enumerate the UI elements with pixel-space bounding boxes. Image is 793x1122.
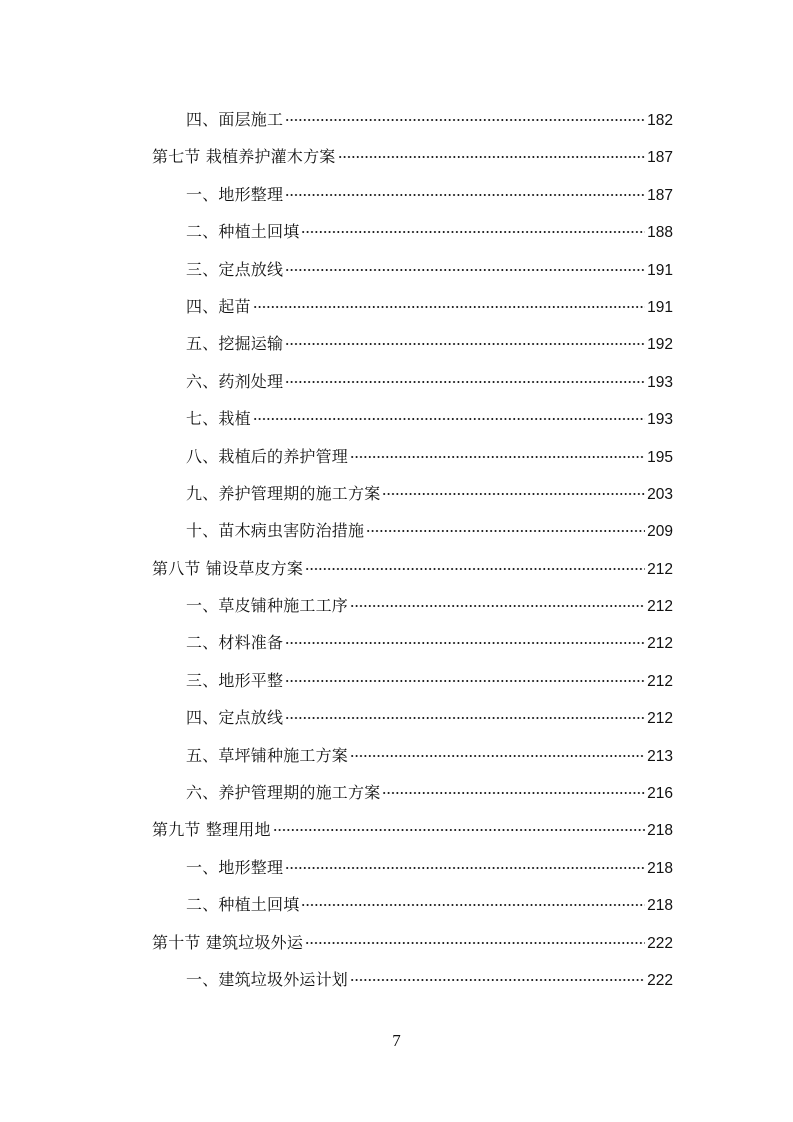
toc-entry-page-number: 212 xyxy=(647,635,673,653)
toc-dot-leader xyxy=(273,829,645,831)
toc-subsection-entry[interactable] xyxy=(152,699,673,736)
toc-entry-label: 一、地形整理 xyxy=(186,184,284,204)
toc-dot-leader xyxy=(285,119,645,121)
toc-subsection-entry[interactable] xyxy=(152,849,673,886)
toc-subsection-entry[interactable] xyxy=(152,213,673,250)
toc-dot-leader xyxy=(253,418,645,420)
toc-entry-label: 一、草皮铺种施工工序 xyxy=(186,596,349,616)
toc-entry-label: 一、建筑垃圾外运计划 xyxy=(186,969,349,989)
toc-dot-leader xyxy=(382,792,645,794)
toc-subsection-entry[interactable] xyxy=(152,475,673,512)
toc-entry-page-number: 193 xyxy=(647,411,673,429)
toc-dot-leader xyxy=(305,942,645,944)
toc-section-entry[interactable] xyxy=(152,138,673,175)
toc-entry-page-number: 213 xyxy=(647,747,673,765)
toc-entry-page-number: 187 xyxy=(647,186,673,204)
toc-subsection-entry[interactable] xyxy=(152,325,673,362)
toc-dot-leader xyxy=(285,381,645,383)
toc-entry-label: 三、地形平整 xyxy=(186,670,284,690)
toc-dot-leader xyxy=(305,568,645,570)
toc-entry-label: 十、苗木病虫害防治措施 xyxy=(186,521,365,541)
toc-dot-leader xyxy=(350,979,645,981)
toc-subsection-entry[interactable] xyxy=(152,512,673,549)
toc-entry-page-number: 191 xyxy=(647,261,673,279)
toc-dot-leader xyxy=(285,343,645,345)
toc-entry-page-number: 222 xyxy=(647,934,673,952)
toc-entry-page-number: 212 xyxy=(647,710,673,728)
toc-subsection-entry[interactable] xyxy=(152,176,673,213)
toc-subsection-entry[interactable] xyxy=(152,624,673,661)
toc-entry-label: 第九节 整理用地 xyxy=(152,820,271,840)
toc-subsection-entry[interactable] xyxy=(152,587,673,624)
toc-dot-leader xyxy=(350,456,645,458)
toc-entry-label: 第七节 栽植养护灌木方案 xyxy=(152,147,336,167)
toc-entry-label: 五、挖掘运输 xyxy=(186,334,284,354)
toc-subsection-entry[interactable] xyxy=(152,961,673,998)
toc-subsection-entry[interactable] xyxy=(152,101,673,138)
toc-entry-page-number: 187 xyxy=(647,149,673,167)
toc-entry-label: 四、定点放线 xyxy=(186,708,284,728)
toc-entry-page-number: 192 xyxy=(647,336,673,354)
toc-dot-leader xyxy=(285,867,645,869)
toc-entry-page-number: 188 xyxy=(647,224,673,242)
toc-dot-leader xyxy=(301,231,645,233)
table-of-contents xyxy=(152,101,673,998)
toc-entry-label: 二、种植土回填 xyxy=(186,895,300,915)
toc-entry-label: 九、养护管理期的施工方案 xyxy=(186,483,381,503)
toc-entry-label: 第八节 铺设草皮方案 xyxy=(152,558,304,578)
toc-dot-leader xyxy=(253,306,645,308)
toc-section-entry[interactable] xyxy=(152,924,673,961)
toc-dot-leader xyxy=(350,755,645,757)
toc-subsection-entry[interactable] xyxy=(152,288,673,325)
toc-entry-label: 五、草坪铺种施工方案 xyxy=(186,745,349,765)
toc-entry-page-number: 218 xyxy=(647,822,673,840)
toc-subsection-entry[interactable] xyxy=(152,737,673,774)
toc-entry-label: 四、起苗 xyxy=(186,296,251,316)
toc-dot-leader xyxy=(285,680,645,682)
toc-section-entry[interactable] xyxy=(152,550,673,587)
toc-entry-label: 第十节 建筑垃圾外运 xyxy=(152,932,304,952)
toc-entry-label: 四、面层施工 xyxy=(186,110,284,129)
toc-dot-leader xyxy=(301,904,645,906)
toc-dot-leader xyxy=(366,530,645,532)
toc-dot-leader xyxy=(285,269,645,271)
toc-section-entry[interactable] xyxy=(152,811,673,848)
toc-entry-page-number: 193 xyxy=(647,373,673,391)
toc-entry-label: 二、材料准备 xyxy=(186,633,284,653)
toc-entry-page-number: 182 xyxy=(647,112,673,129)
toc-dot-leader xyxy=(382,493,645,495)
toc-entry-page-number: 218 xyxy=(647,897,673,915)
toc-entry-label: 六、药剂处理 xyxy=(186,371,284,391)
toc-entry-page-number: 203 xyxy=(647,485,673,503)
toc-subsection-entry[interactable] xyxy=(152,363,673,400)
toc-entry-page-number: 209 xyxy=(647,523,673,541)
toc-entry-page-number: 212 xyxy=(647,598,673,616)
toc-subsection-entry[interactable] xyxy=(152,438,673,475)
toc-subsection-entry[interactable] xyxy=(152,774,673,811)
toc-dot-leader xyxy=(285,194,645,196)
toc-entry-page-number: 212 xyxy=(647,560,673,578)
page-number: 7 xyxy=(392,1031,401,1050)
toc-dot-leader xyxy=(338,156,646,158)
toc-entry-label: 六、养护管理期的施工方案 xyxy=(186,783,381,803)
toc-entry-page-number: 191 xyxy=(647,298,673,316)
toc-entry-page-number: 222 xyxy=(647,971,673,989)
toc-entry-page-number: 218 xyxy=(647,859,673,877)
toc-subsection-entry[interactable] xyxy=(152,251,673,288)
toc-dot-leader xyxy=(285,717,645,719)
toc-subsection-entry[interactable] xyxy=(152,886,673,923)
toc-entry-label: 一、地形整理 xyxy=(186,857,284,877)
toc-entry-page-number: 216 xyxy=(647,785,673,803)
toc-dot-leader xyxy=(350,605,645,607)
toc-entry-page-number: 195 xyxy=(647,448,673,466)
toc-entry-page-number: 212 xyxy=(647,672,673,690)
toc-entry-label: 二、种植土回填 xyxy=(186,222,300,242)
toc-entry-label: 七、栽植 xyxy=(186,409,251,429)
toc-subsection-entry[interactable] xyxy=(152,400,673,437)
toc-entry-label: 八、栽植后的养护管理 xyxy=(186,446,349,466)
toc-subsection-entry[interactable] xyxy=(152,662,673,699)
toc-entry-label: 三、定点放线 xyxy=(186,259,284,279)
toc-dot-leader xyxy=(285,642,645,644)
